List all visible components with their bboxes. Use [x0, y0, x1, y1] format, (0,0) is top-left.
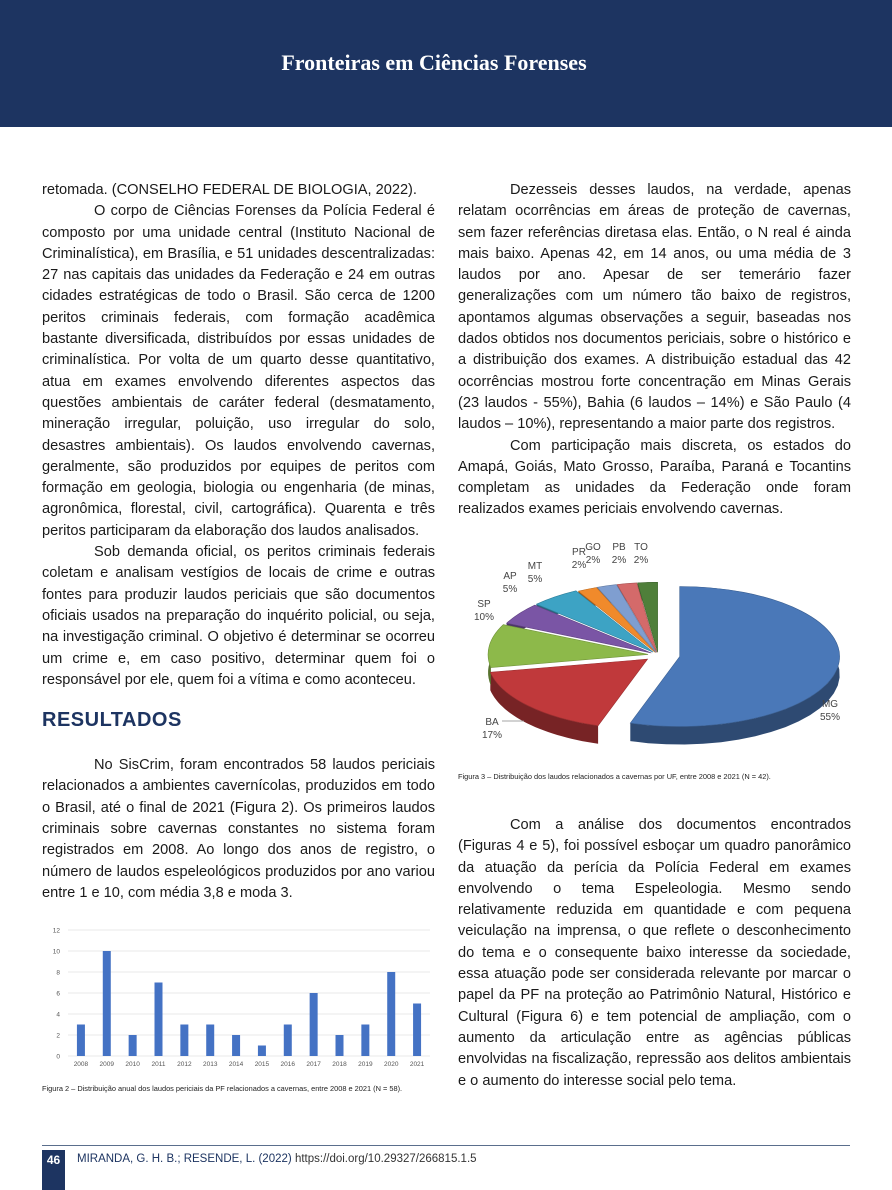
bar-2015 — [258, 1046, 266, 1057]
y-tick-label: 0 — [56, 1053, 60, 1061]
footer-citation — [77, 1153, 477, 1165]
slice-name: SP — [477, 599, 491, 610]
paragraph: Sob demanda oficial, os peritos criminais federais coletam e analisam vestígios de locais de crime e outras fontes para produzir laudos periciais que são documentos oficiais usados na preparação do inquérito policial, ou seja, na investigação criminal. O objetivo é determinar se ocorreu um crime e, em caso positivo, determinar quem foi o responsável por ele, quem foi a vítima e como aconteceu. — [42, 544, 435, 688]
slice-name: GO — [585, 542, 601, 553]
y-tick-label: 12 — [52, 927, 60, 935]
doi-link[interactable]: https://doi.org/10.29327/266815.1.5 — [294, 1153, 477, 1165]
y-tick-label: 4 — [56, 1011, 60, 1019]
bar-2010 — [129, 1035, 137, 1056]
slice-name: MG — [821, 699, 839, 710]
slice-percent: 2% — [633, 555, 649, 566]
slice-name: BA — [485, 717, 499, 728]
paragraph: Dezesseis desses laudos, na verdade, apenas relatam ocorrências em áreas de proteção de cavernas, sem fazer referências diretasa elas. Então, o N real é ainda mais baixo. Apenas 42, em 14 anos, ou uma média de 3 laudos por ano. Apesar de ser temerário fazer generalizações com um número tão baixo de registros, apontamos algumas observações a seguir, baseadas nos dados obtidos nos documentos periciais, sobre o histórico e a distribuição dos exames. A distribuição estadual das 42 ocorrências mostrou forte concentração em Minas Gerais (23 laudos - 55%), Bahia (6 laudos – 14%) e São Paulo (4 laudos – 10%), representando a maior parte dos registros. — [458, 182, 851, 433]
bar-2016 — [284, 1025, 292, 1057]
slice-percent: 10% — [473, 612, 495, 623]
journal-title: Fronteiras em Ciências Forenses — [281, 50, 587, 75]
slice-label-PB — [612, 542, 627, 566]
bar-2020 — [387, 972, 395, 1056]
x-tick-label: 2014 — [228, 1061, 244, 1068]
slice-label-AP — [503, 571, 518, 595]
x-tick-label: 2021 — [409, 1061, 425, 1068]
slice-name: TO — [634, 542, 648, 553]
slice-name: PB — [612, 542, 626, 553]
page-number: 46 — [42, 1150, 65, 1190]
y-tick-label: 8 — [56, 969, 60, 977]
slice-percent: 2% — [585, 555, 601, 566]
y-tick-label: 6 — [56, 990, 60, 998]
x-tick-label: 2013 — [202, 1061, 218, 1068]
slice-percent: 2% — [611, 555, 627, 566]
slice-name: AP — [503, 571, 517, 582]
slice-percent: 5% — [527, 574, 543, 585]
y-tick-label: 10 — [52, 948, 60, 956]
bar-2021 — [413, 1004, 421, 1057]
x-tick-label: 2017 — [306, 1061, 321, 1068]
citation-authors: MIRANDA, G. H. B.; RESENDE, L. (2022) — [77, 1153, 292, 1165]
figure-3-caption: Figura 3 – Distribuição dos laudos relacionados a cavernas por UF, entre 2008 e 2021 (N = 42). — [458, 772, 771, 781]
bar-2012 — [180, 1025, 188, 1057]
pie-chart — [458, 535, 851, 765]
slice-label-TO — [634, 542, 649, 566]
x-tick-label: 2010 — [125, 1061, 140, 1068]
journal-header — [0, 0, 892, 127]
paragraph: O corpo de Ciências Forenses da Polícia Federal é composto por uma unidade central (Instituto Nacional de Criminalística), em Brasília, e 51 unidades descentralizadas: 27 nas capitais das unidades da Federação e 24 em outras cidades estratégicas de todo o Brasil. São cerca de 1200 peritos criminais federais, com formação acadêmica bastante diversificada, distribuídos por essas unidades de criminalística. Por volta de um quarto desse quantitativo, atua em exames envolvendo diferentes aspectos das questões ambientais de caráter federal (desmatamento, mineração irregular, poluição, uso irregular do solo, desastres ambientais). Os laudos envolvendo cavernas, geralmente, são produzidos por equipes de peritos com formação em geologia, biologia ou engenharia (de minas, agronômica, florestal, civil, cartográfica). Quarenta e três peritos participaram da elaboração dos laudos analisados. — [42, 203, 435, 539]
x-tick-label: 2011 — [151, 1061, 166, 1068]
slice-label-PR — [572, 547, 587, 571]
slice-label-MG — [820, 699, 840, 723]
section-heading: RESULTADOS — [42, 709, 182, 732]
footer-divider — [42, 1145, 850, 1146]
x-tick-label: 2016 — [280, 1061, 296, 1068]
paragraph: Com a análise dos documentos encontrados (Figuras 4 e 5), foi possível esboçar um quadro panorâmico da atuação da perícia da Polícia Federal em exames envolvendo o tema Espeleologia. Mesmo sendo relativamente reduzida em quantidade e com pequena veiculação na imprensa, o que reflete o desconhecimento do tema e o consequente baixo interesse da sociedade, essa atuação pode ser considerada relevante por marcar o papel da PF na proteção ao Patrimônio Natural, Histórico e Cultural (Figura 6) e tem potencial de ampliação, com o aumento da articulação entre as agências públicas envolvidas na fiscalização, repressão aos delitos ambientais e o aumento do interesse social pelo tema. — [458, 817, 851, 1089]
bar-2019 — [361, 1025, 369, 1057]
right-column — [458, 180, 851, 521]
slice-percent: 55% — [819, 712, 841, 723]
bar-2013 — [206, 1025, 214, 1057]
x-tick-label: 2012 — [177, 1061, 192, 1068]
x-tick-label: 2008 — [73, 1061, 89, 1068]
x-tick-label: 2015 — [254, 1061, 270, 1068]
bar-2014 — [232, 1035, 240, 1056]
paragraph: No SisCrim, foram encontrados 58 laudos periciais relacionados a ambientes cavernícolas, produzidos em todo o Brasil, até o final de 2021 (Figura 2). Os primeiros laudos criminais sobre cavernas constantes no sistema foram registrados em 2008. Ao longo dos anos de registro, o número de laudos espeleológicos produzidos por ano variou entre 1 e 10, com média 3,8 e moda 3. — [42, 757, 435, 901]
paragraph: retomada. (CONSELHO FEDERAL DE BIOLOGIA, 2022). — [42, 182, 417, 198]
slice-percent: 2% — [571, 560, 587, 571]
left-column — [42, 180, 435, 904]
bar-chart — [42, 918, 435, 1068]
slice-name: MT — [527, 561, 543, 572]
slice-label-GO — [585, 542, 601, 566]
bar-2008 — [77, 1025, 85, 1057]
y-tick-label: 2 — [56, 1032, 60, 1040]
bar-2011 — [155, 983, 163, 1057]
x-tick-label: 2018 — [332, 1061, 347, 1068]
x-tick-label: 2009 — [99, 1061, 115, 1068]
right-column-lower — [458, 815, 851, 1092]
slice-BA — [490, 659, 647, 726]
slice-label-BA — [482, 717, 502, 741]
paragraph: Com participação mais discreta, os estados do Amapá, Goiás, Mato Grosso, Paraíba, Paraná e Tocantins completam as unidades da Federação onde foram realizados exames periciais envolvendo cavernas. — [458, 437, 851, 518]
bar-2018 — [336, 1035, 344, 1056]
x-tick-label: 2019 — [358, 1061, 373, 1068]
slice-percent: 17% — [481, 730, 503, 741]
slice-label-MT — [528, 561, 543, 585]
x-tick-label: 2020 — [383, 1061, 399, 1068]
slice-name: PR — [572, 547, 586, 558]
bar-2017 — [310, 993, 318, 1056]
slice-percent: 5% — [502, 584, 518, 595]
figure-2-caption: Figura 2 – Distribuição anual dos laudos periciais da PF relacionados a cavernas, entre 2008 e 2021 (N = 58). — [42, 1084, 403, 1093]
slice-label-SP — [474, 599, 494, 623]
bar-2009 — [103, 951, 111, 1056]
